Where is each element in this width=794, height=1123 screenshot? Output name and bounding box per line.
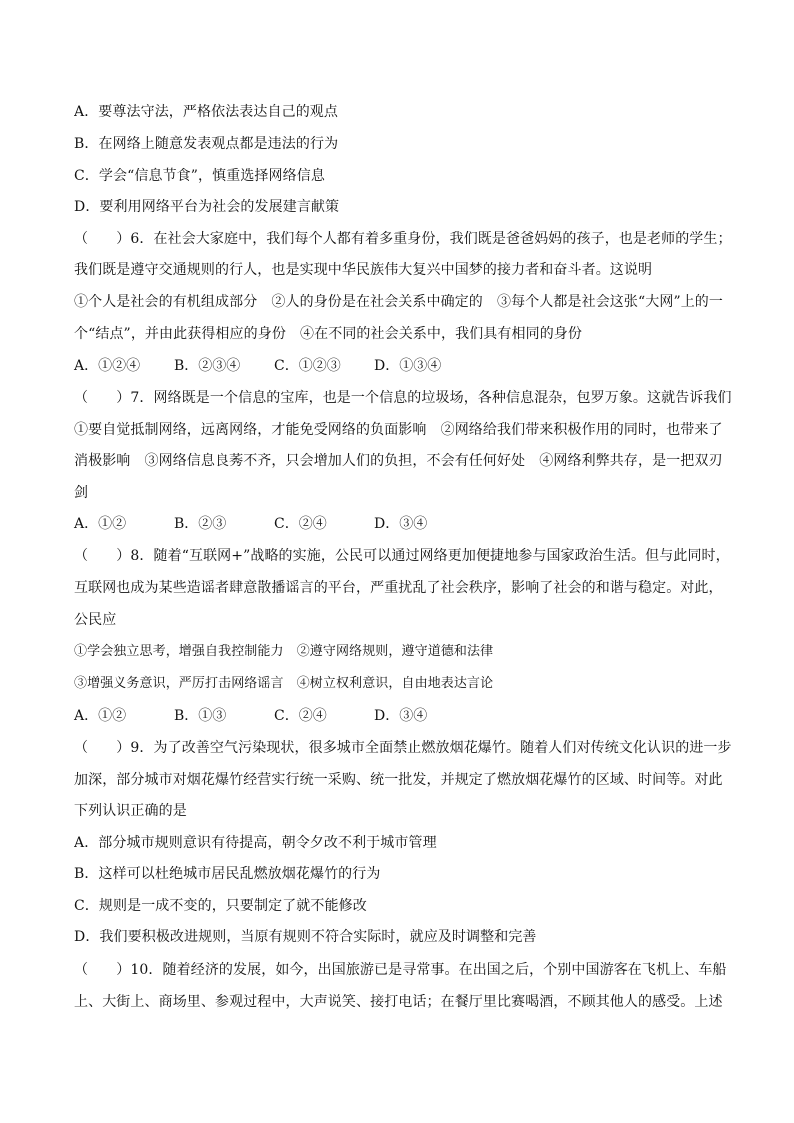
q5-option-c: C．学会“信息节食”，慎重选择网络信息 [74,168,325,184]
q7-statements-line-3: 剑 [74,485,89,501]
q9-stem-line-2: 加深，部分城市对烟花爆竹经营实行统一采购、统一批发，并规定了燃放烟花爆竹的区域、时间等。对此 [74,772,723,788]
q7-option-c: C．②④ [274,516,327,532]
q7-option-b: B．②③ [174,516,227,532]
q8-statements-line-2: ③增强义务意识，严厉打击网络谣言 ④树立权利意识，自由地表达言论 [74,676,494,691]
q9-option-a: A．部分城市规则意识有待提高，朝令夕改不利于城市管理 [74,835,437,851]
q5-option-b: B．在网络上随意发表观点都是违法的行为 [74,136,339,152]
q6-stem-line-1: （ ）6．在社会大家庭中，我们每个人都有着多重身份，我们既是爸爸妈妈的孩子，也是老师的学生； [74,231,732,247]
q5-option-a: A．要尊法守法，严格依法表达自己的观点 [74,104,339,120]
q7-statements-line-1: ①要自觉抵制网络，远离网络，才能免受网络的负面影响 ②网络给我们带来积极作用的同时，也带来了 [74,422,723,438]
q8-stem-line-3: 公民应 [74,612,117,628]
q8-option-d: D．③④ [374,708,428,724]
q6-statements-line-2: 个“结点”，并由此获得相应的身份 ④在不同的社会关系中，我们具有相同的身份 [74,326,583,342]
q8-statements-line-1: ①学会独立思考，增强自我控制能力 ②遵守网络规则，遵守道德和法律 [74,644,494,659]
q7-option-a: A．①② [74,516,127,532]
q8-option-a: A．①② [74,708,127,724]
q7-option-d: D．③④ [374,516,428,532]
q6-stem-line-2: 我们既是遵守交通规则的行人，也是实现中华民族伟大复兴中国梦的接力者和奋斗者。这说明 [74,262,653,278]
q8-stem-line-1: （ ）8．随着“互联网+”战略的实施，公民可以通过网络更加便捷地参与国家政治生活。但与此同时， [74,548,730,564]
q8-stem-line-2: 互联网也成为某些造谣者肆意散播谣言的平台，严重扰乱了社会秩序，影响了社会的和谐与稳定。对此， [74,580,723,596]
q10-stem-line-2: 上、大街上、商场里、参观过程中，大声说笑、接打电话；在餐厅里比赛喝酒，不顾其他人的感受。上述 [74,994,723,1010]
q7-stem-line-1: （ ）7．网络既是一个信息的宝库，也是一个信息的垃圾场，各种信息混杂，包罗万象。这就告诉我们 [74,390,732,406]
q10-stem-line-1: （ ）10．随着经济的发展，如今，出国旅游已是寻常事。在出国之后，个别中国游客在飞机上、车船 [74,962,727,978]
q6-option-b: B．②③④ [174,358,241,374]
q9-option-d: D．我们要积极改进规则，当原有规则不符合实际时，就应及时调整和完善 [74,929,537,945]
q9-option-b: B．这样可以杜绝城市居民乱燃放烟花爆竹的行为 [74,866,381,882]
q8-option-b: B．①③ [174,708,227,724]
q6-statements-line-1: ①个人是社会的有机组成部分 ②人的身份是在社会关系中确定的 ③每个人都是社会这张“大网”上的一 [74,294,724,310]
q6-option-c: C．①②③ [274,358,341,374]
q9-option-c: C．规则是一成不变的，只要制定了就不能修改 [74,898,367,914]
q9-stem-line-1: （ ）9．为了改善空气污染现状，很多城市全面禁止燃放烟花爆竹。随着人们对传统文化认识的进一步 [74,740,732,756]
q6-option-a: A．①②④ [74,358,141,374]
q6-option-d: D．①③④ [374,358,442,374]
q9-stem-line-3: 下列认识正确的是 [74,803,187,819]
q8-option-c: C．②④ [274,708,327,724]
q5-option-d: D．要利用网络平台为社会的发展建言献策 [74,199,340,215]
q7-statements-line-2: 消极影响 ③网络信息良莠不齐，只会增加人们的负担，不会有任何好处 ④网络利弊共存，是一把双刃 [74,453,723,469]
